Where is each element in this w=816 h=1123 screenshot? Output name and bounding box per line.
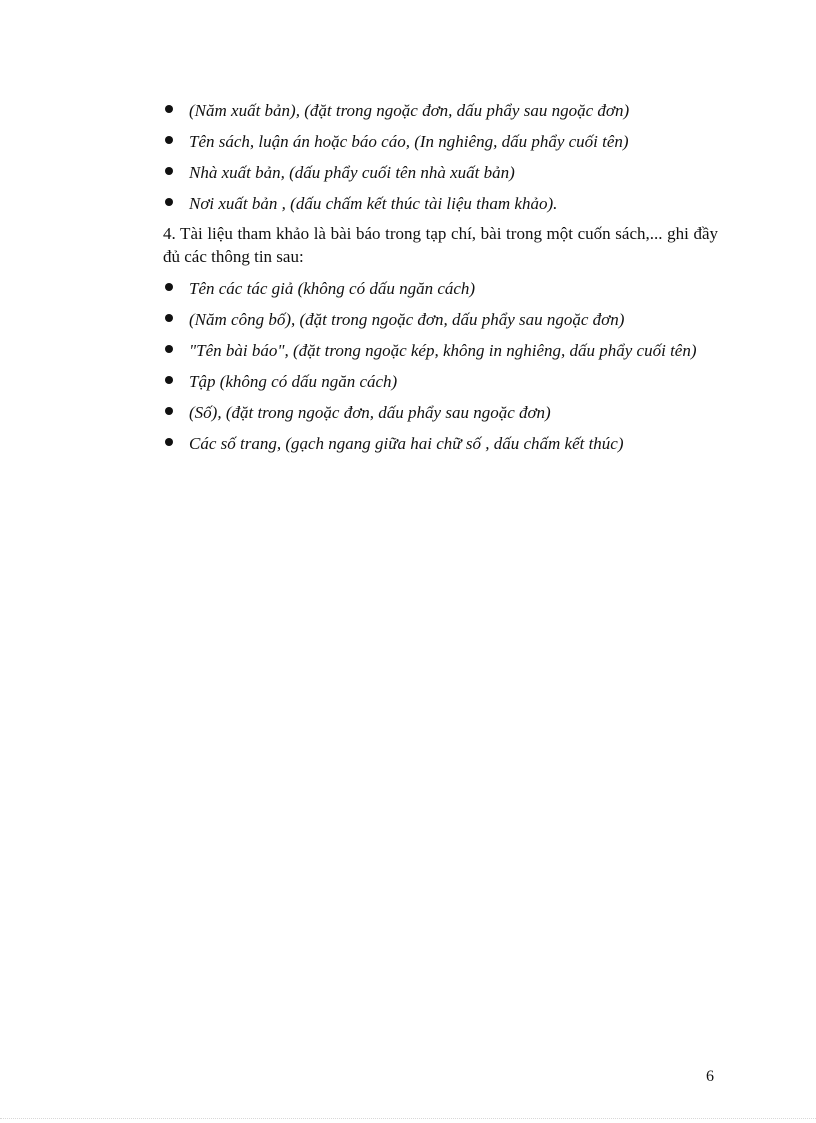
list-item: (Năm công bố), (đặt trong ngoặc đơn, dấu phẩy sau ngoặc đơn) (163, 308, 718, 331)
reference-format-list-article (163, 277, 718, 463)
bullet-icon (165, 376, 173, 384)
list-item: Tên các tác giả (không có dấu ngăn cách) (163, 277, 718, 300)
list-item: Tên sách, luận án hoặc báo cáo, (In nghiêng, dấu phẩy cuối tên) (163, 130, 718, 153)
bullet-icon (165, 136, 173, 144)
bullet-icon (165, 283, 173, 291)
bullet-icon (165, 345, 173, 353)
bullet-icon (165, 438, 173, 446)
list-item: Các số trang, (gạch ngang giữa hai chữ số , dấu chấm kết thúc) (163, 432, 718, 455)
page-bottom-divider (0, 1118, 816, 1119)
bullet-icon (165, 198, 173, 206)
bullet-icon (165, 407, 173, 415)
list-item: (Năm xuất bản), (đặt trong ngoặc đơn, dấu phẩy sau ngoặc đơn) (163, 99, 718, 122)
bullet-icon (165, 314, 173, 322)
list-item: "Tên bài báo", (đặt trong ngoặc kép, không in nghiêng, dấu phẩy cuối tên) (163, 339, 718, 362)
reference-format-list-book (163, 99, 718, 223)
list-item: Nơi xuất bản , (dấu chấm kết thúc tài liệu tham khảo). (163, 192, 718, 215)
section-paragraph: 4. Tài liệu tham khảo là bài báo trong tạp chí, bài trong một cuốn sách,... ghi đầy đủ các thông tin sau: (163, 224, 718, 266)
list-item: Tập (không có dấu ngăn cách) (163, 370, 718, 393)
bullet-icon (165, 167, 173, 175)
list-item: Nhà xuất bản, (dấu phẩy cuối tên nhà xuất bản) (163, 161, 718, 184)
list-item: (Số), (đặt trong ngoặc đơn, dấu phẩy sau ngoặc đơn) (163, 401, 718, 424)
page-number: 6 (706, 1068, 714, 1085)
bullet-icon (165, 105, 173, 113)
